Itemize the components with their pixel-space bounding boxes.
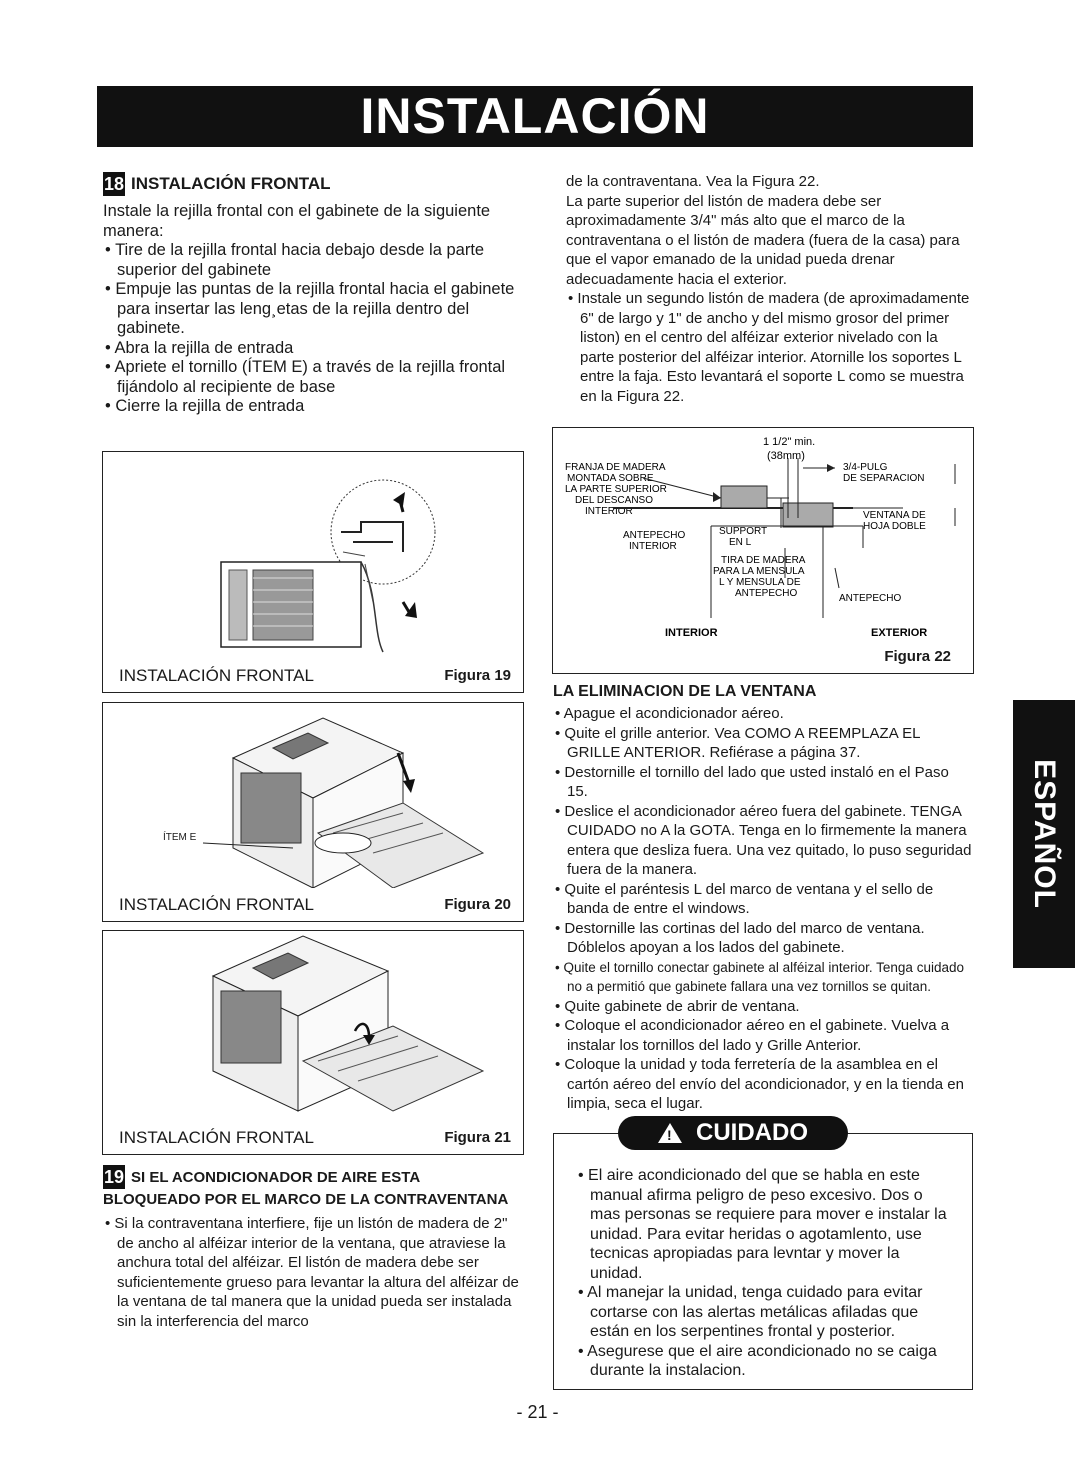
label-ventana: VENTANA DE — [863, 510, 926, 521]
list-item: • El aire acondicionado del que se habla en este manual afirma peligro de peso excesivo. Dos o mas personas se requiere para mover e instalar la unidad. Para evitar heridas o agotamlento, use tecnicas apropiadas para levntar y mover la unidad. — [578, 1167, 947, 1282]
label-tira: ANTEPECHO — [735, 588, 798, 599]
removal-section — [553, 683, 973, 1114]
figure-22-number: Figura 22 — [884, 648, 951, 665]
list-item: • Quite el grille anterior. Vea COMO A REEMPLAZA EL GRILLE ANTERIOR. Refiérase a página 37. — [555, 724, 920, 761]
caution-list — [576, 1166, 956, 1381]
figure-20-number: Figura 20 — [444, 896, 511, 913]
section-19-title-line2: BLOQUEADO POR EL MARCO DE LA CONTRAVENTANA — [103, 1191, 509, 1208]
figure-21-number: Figura 21 — [444, 1129, 511, 1146]
figure-19-caption: INSTALACIÓN FRONTAL — [119, 666, 314, 685]
section-19-heading — [103, 1165, 523, 1189]
figure-19-number: Figura 19 — [444, 667, 511, 684]
figure-20 — [102, 702, 524, 922]
list-item: • Destornille el tornillo del lado que usted instaló en el Paso 15. — [555, 763, 949, 800]
figure-19 — [102, 451, 524, 693]
section-number-badge: 19 — [103, 1167, 125, 1187]
label-franja: LA PARTE SUPERIOR — [565, 484, 667, 495]
label-sep: 3/4-PULG — [843, 462, 888, 473]
section-19 — [103, 1165, 523, 1331]
page-banner-title: INSTALACIÓN — [97, 86, 973, 147]
caution-title: CUIDADO — [696, 1119, 808, 1146]
section-number-badge: 18 — [103, 174, 125, 194]
language-side-tab — [1013, 700, 1075, 968]
warning-icon: ! — [658, 1123, 682, 1143]
section-18-body — [103, 202, 523, 417]
section-18-heading — [103, 172, 523, 196]
language-label: ESPAÑOL — [1028, 759, 1061, 909]
figure-20-caption: INSTALACIÓN FRONTAL — [119, 895, 314, 914]
list-item: • Al manejar la unidad, tenga cuidado para evitar cortarse con las alertas metálicas afiladas que están en los serpentines frontal y posterior. — [578, 1284, 923, 1340]
label-franja: DEL DESCANSO — [575, 495, 653, 506]
figure-19-illustration — [103, 452, 523, 657]
label-support: SUPPORT — [719, 526, 768, 537]
list-item: • Cierre la rejilla de entrada — [105, 397, 305, 415]
label-interior: INTERIOR — [665, 627, 718, 638]
section-19-continued — [566, 172, 976, 406]
figure-22-diagram — [553, 428, 973, 638]
figure-21-caption: INSTALACIÓN FRONTAL — [119, 1128, 314, 1147]
figure-21 — [102, 930, 524, 1155]
removal-title: LA ELIMINACION DE LA VENTANA — [553, 683, 817, 700]
paragraph: La parte superior del listón de madera debe ser aproximadamente 3/4" más alto que el marco de la contraventana o el listón de madera (fuera de la casa) para que el vapor emanado de la unidad pueda drenar adecuadamente hacia el exterior. — [566, 192, 960, 288]
caution-header — [618, 1116, 848, 1150]
label-tira: TIRA DE MADERA — [721, 555, 806, 566]
section-18-title: INSTALACIÓN FRONTAL — [131, 174, 331, 193]
list-item: • Deslice el acondicionador aéreo fuera del gabinete. TENGA CUIDADO no A la GOTA. Tenga en lo firmemente la manera entera que desliza fuera. Una vez quitado, lo puso seguridad fuera de la manera. — [555, 802, 972, 878]
figure-21-illustration — [103, 931, 523, 1119]
list-item: • Destornille las cortinas del lado del marco de ventana. Dóblelos apoyan a los lados del gabinete. — [555, 919, 925, 956]
list-item: • Quite el paréntesis L del marco de ventana y el sello de banda de entre el windows. — [555, 880, 934, 917]
figure-20-illustration — [103, 703, 523, 888]
label-antepecho: ANTEPECHO — [839, 593, 902, 604]
list-item: • Coloque el acondicionador aéreo en el gabinete. Vuelva a instalar los tornillos del lado y Grille Anterior. — [555, 1017, 950, 1054]
label-franja: FRANJA DE MADERA — [565, 462, 666, 473]
label-franja: MONTADA SOBRE — [567, 473, 654, 484]
label-antepecho-int: INTERIOR — [629, 541, 677, 552]
list-item: • Quite gabinete de abrir de ventana. — [555, 997, 800, 1015]
label-antepecho-int: ANTEPECHO — [623, 530, 686, 541]
figure-20-item-label: ÍTEM E — [163, 832, 197, 843]
label-tira: L Y MENSULA DE — [719, 577, 801, 588]
list-item: • Apague el acondicionador aéreo. — [555, 705, 784, 722]
list-item: • Coloque la unidad y toda ferretería de la asamblea en el cartón aéreo del envío del acondicionador, y en la tienda en limpia, seca el lugar. — [555, 1056, 964, 1112]
label-tira: PARA LA MENSULA — [713, 566, 805, 577]
list-item: • Apriete el tornillo (ÍTEM E) a través de la rejilla frontal fijándolo al recipiente de base — [105, 358, 506, 396]
label-franja: INTERIOR — [585, 506, 633, 517]
list-item: • Asegurese que el aire acondicionado no se caiga durante la instalacion. — [578, 1342, 937, 1379]
list-item: • Quite el tornillo conectar gabinete al alféizal interior. Tenga cuidado no a permitió que gabinete fallara una vez tornillos se quitan. — [555, 959, 964, 994]
section-19-paragraph: • Si la contraventana interfiere, fije un listón de madera de 2" de ancho al alféizar interior de la ventana, que atraviese la anchura total del alféizar. El listón de madera debe ser suficientemente grueso para levantar la altura del alféizar de la ventana de tal manera que la unidad pueda ser instalada sin la interferencia del marco — [105, 1215, 519, 1330]
caution-box — [553, 1119, 973, 1390]
list-item: • Tire de la rejilla frontal hacia debajo desde la parte superior del gabinete — [105, 241, 485, 279]
figure-22 — [552, 427, 974, 674]
section-18 — [103, 172, 523, 417]
page-number: - 21 - — [516, 1402, 559, 1422]
list-item: • Instale un segundo listón de madera (de aproximadamente 6" de largo y 1" de ancho y del mismo grosor del primer liston) en el centro del alféizar exterior nivelado con la parte posterior del alféizar interior. Atornille los soportes L entre la faja. Esto levantará el soporte L como se muestra en la Figura 22. — [568, 290, 970, 405]
label-dim-mm: (38mm) — [767, 450, 805, 462]
label-support: EN L — [729, 537, 752, 548]
list-item: • Abra la rejilla de entrada — [105, 338, 294, 357]
removal-list — [553, 704, 973, 1114]
label-dim-top: 1 1/2" min. — [763, 436, 816, 448]
label-sep: DE SEPARACION — [843, 473, 925, 484]
paragraph: de la contraventana. Vea la Figura 22. — [566, 173, 820, 190]
label-exterior: EXTERIOR — [871, 627, 928, 638]
list-item: • Empuje las puntas de la rejilla frontal hacia el gabinete para insertar las leng¸etas de la rejilla dentro del gabinete. — [105, 280, 515, 337]
section-18-intro: Instale la rejilla frontal con el gabinete de la siguiente manera: — [103, 202, 491, 240]
label-ventana: HOJA DOBLE — [863, 521, 926, 532]
section-19-title-line1: SI EL ACONDICIONADOR DE AIRE ESTA — [131, 1168, 421, 1186]
